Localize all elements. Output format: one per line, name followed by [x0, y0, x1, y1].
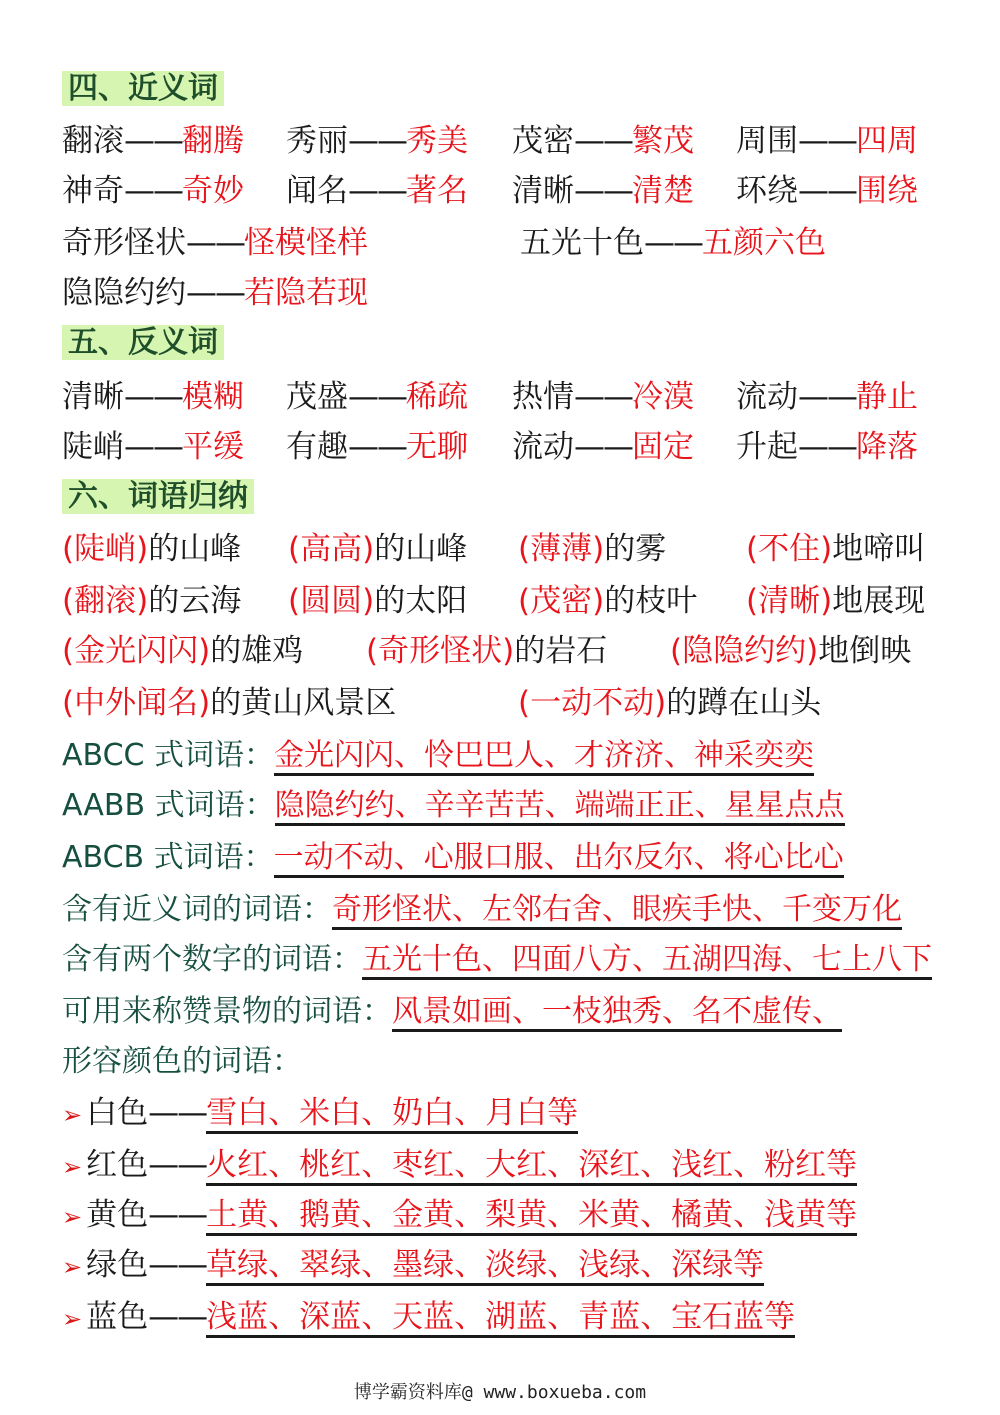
answer-word: 若隐若现	[244, 275, 368, 311]
category-answer: 奇形怪状、左邻右舍、眼疾手快、千变万化	[332, 892, 902, 930]
section-title-synonyms	[62, 64, 224, 114]
phrase-tail: 的雾	[604, 531, 667, 567]
category-answer: 隐隐约约、辛辛苦苦、端端正正、星星点点	[275, 788, 845, 826]
phrase	[366, 626, 607, 676]
category-row	[62, 934, 932, 986]
answer-word: 陡峭	[74, 531, 137, 567]
paren-left: (	[62, 633, 75, 669]
word-pair	[520, 218, 826, 268]
paren-right: )	[198, 685, 211, 721]
phrase	[62, 626, 303, 676]
answer-word: 奇形怪状	[378, 633, 503, 669]
answer-word: 圆圆	[300, 583, 363, 619]
color-row	[62, 1292, 795, 1342]
heading-text: 六、词语归纳	[62, 479, 254, 514]
paren-left: (	[518, 583, 531, 619]
word: 流动	[736, 379, 798, 415]
paren-right: )	[806, 633, 819, 669]
category-row	[62, 832, 844, 884]
phrase-tail: 的蹲在山头	[666, 685, 822, 721]
category-label: 含有近义词的词语：	[62, 892, 332, 927]
phrase	[62, 678, 396, 728]
word-pair	[736, 166, 918, 216]
dash: ——	[798, 379, 856, 415]
answer-word: 四周	[856, 123, 918, 159]
word: 五光十色	[520, 225, 644, 261]
word: 升起	[736, 429, 798, 465]
answer-word: 平缓	[182, 429, 244, 465]
paren-left: (	[62, 583, 75, 619]
dash: ——	[798, 123, 856, 159]
category-row	[62, 884, 902, 936]
dash: ——	[148, 1247, 207, 1283]
phrase-tail: 地倒映	[818, 633, 912, 669]
heading-text: 四、近义词	[62, 71, 224, 106]
dash: ——	[348, 379, 406, 415]
right-arrowhead-icon: ➢	[62, 1153, 83, 1181]
paren-right: )	[592, 583, 605, 619]
dash: ——	[124, 173, 182, 209]
category-label: 可用来称赞景物的词语：	[62, 994, 392, 1029]
word-pair	[736, 116, 918, 166]
paren-left: (	[62, 531, 75, 567]
word-pair	[286, 372, 468, 422]
word-pair	[286, 422, 468, 472]
color-answer: 土黄、鹅黄、金黄、梨黄、米黄、橘黄、浅黄等	[206, 1197, 857, 1236]
word-pair	[62, 218, 368, 268]
paren-right: )	[362, 583, 375, 619]
color-row	[62, 1240, 764, 1290]
answer-word: 不住	[758, 531, 821, 567]
dash: ——	[124, 379, 182, 415]
answer-word: 繁茂	[632, 123, 694, 159]
phrase	[518, 524, 666, 574]
color-answer: 浅蓝、深蓝、天蓝、湖蓝、青蓝、宝石蓝等	[206, 1299, 795, 1338]
category-answer: 五光十色、四面八方、五湖四海、七上八下	[362, 942, 932, 980]
phrase-tail: 的雄鸡	[210, 633, 304, 669]
word-pair	[286, 166, 468, 216]
word: 闻名	[286, 173, 348, 209]
answer-word: 无聊	[406, 429, 468, 465]
category-label: ABCB 式词语：	[62, 840, 274, 875]
category-label: 形容颜色的词语：	[62, 1044, 302, 1079]
answer-word: 薄薄	[530, 531, 593, 567]
color-answer: 雪白、米白、奶白、月白等	[206, 1095, 578, 1134]
dash: ——	[348, 123, 406, 159]
phrase-tail: 的岩石	[514, 633, 608, 669]
paren-right: )	[362, 531, 375, 567]
color-name: 白色	[86, 1095, 149, 1131]
dash: ——	[348, 173, 406, 209]
word: 奇形怪状	[62, 225, 186, 261]
category-answer: 一动不动、心服口服、出尔反尔、将心比心	[274, 840, 844, 878]
dash: ——	[148, 1299, 207, 1335]
dash: ——	[124, 429, 182, 465]
phrase-tail: 的太阳	[374, 583, 468, 619]
color-answer: 草绿、翠绿、墨绿、淡绿、浅绿、深绿等	[206, 1247, 764, 1286]
paren-left: (	[670, 633, 683, 669]
paren-left: (	[746, 583, 759, 619]
answer-word: 中外闻名	[74, 685, 199, 721]
answer-word: 围绕	[856, 173, 918, 209]
dash: ——	[798, 173, 856, 209]
word: 秀丽	[286, 123, 348, 159]
right-arrowhead-icon: ➢	[62, 1203, 83, 1231]
color-name: 蓝色	[86, 1299, 149, 1335]
answer-word: 五颜六色	[702, 225, 826, 261]
word-pair	[62, 116, 244, 166]
word-pair	[286, 116, 468, 166]
word-pair	[62, 422, 244, 472]
dash: ——	[574, 123, 632, 159]
category-answer: 风景如画、一枝独秀、名不虚传、	[392, 994, 842, 1032]
dash: ——	[186, 275, 244, 311]
phrase-tail: 的枝叶	[604, 583, 698, 619]
dash: ——	[574, 173, 632, 209]
category-row	[62, 730, 814, 782]
category-row	[62, 986, 842, 1038]
answer-word: 清晰	[758, 583, 821, 619]
answer-word: 翻腾	[182, 123, 244, 159]
dash: ——	[186, 225, 244, 261]
category-row	[62, 1036, 302, 1088]
word-pair	[512, 372, 694, 422]
section-title-phrases	[62, 472, 254, 522]
color-name: 黄色	[86, 1197, 149, 1233]
dash: ——	[148, 1147, 207, 1183]
word-pair	[736, 422, 918, 472]
dash: ——	[798, 429, 856, 465]
answer-word: 奇妙	[182, 173, 244, 209]
right-arrowhead-icon: ➢	[62, 1305, 83, 1333]
word: 陡峭	[62, 429, 124, 465]
answer-word: 一动不动	[530, 685, 655, 721]
word: 茂密	[512, 123, 574, 159]
word: 热情	[512, 379, 574, 415]
paren-left: (	[746, 531, 759, 567]
color-row	[62, 1190, 857, 1240]
phrase-tail: 地啼叫	[832, 531, 926, 567]
answer-word: 降落	[856, 429, 918, 465]
answer-word: 稀疏	[406, 379, 468, 415]
category-answer: 金光闪闪、怜巴巴人、才济济、神采奕奕	[274, 738, 814, 776]
phrase	[62, 576, 241, 626]
phrase-tail: 的黄山风景区	[210, 685, 397, 721]
dash: ——	[574, 379, 632, 415]
right-arrowhead-icon: ➢	[62, 1101, 83, 1129]
color-name: 红色	[86, 1147, 149, 1183]
answer-word: 金光闪闪	[74, 633, 199, 669]
paren-left: (	[518, 531, 531, 567]
answer-word: 隐隐约约	[682, 633, 807, 669]
answer-word: 冷漠	[632, 379, 694, 415]
word: 环绕	[736, 173, 798, 209]
word: 隐隐约约	[62, 275, 186, 311]
paren-right: )	[198, 633, 211, 669]
paren-right: )	[592, 531, 605, 567]
word: 神奇	[62, 173, 124, 209]
footer-watermark: 博学霸资料库@ www.boxueba.com	[353, 1382, 647, 1403]
paren-left: (	[518, 685, 531, 721]
paren-right: )	[654, 685, 667, 721]
paren-right: )	[136, 531, 149, 567]
phrase	[746, 576, 925, 626]
color-answer: 火红、桃红、枣红、大红、深红、浅红、粉红等	[206, 1147, 857, 1186]
dash: ——	[574, 429, 632, 465]
phrase-tail: 的云海	[148, 583, 242, 619]
answer-word: 静止	[856, 379, 918, 415]
word: 有趣	[286, 429, 348, 465]
word-pair	[736, 372, 918, 422]
word: 清晰	[62, 379, 124, 415]
paren-right: )	[502, 633, 515, 669]
paren-right: )	[820, 583, 833, 619]
dash: ——	[124, 123, 182, 159]
dash: ——	[148, 1197, 207, 1233]
answer-word: 怪模怪样	[244, 225, 368, 261]
section-title-antonyms	[62, 318, 224, 368]
word-pair	[62, 268, 368, 318]
answer-word: 茂密	[530, 583, 593, 619]
dash: ——	[644, 225, 702, 261]
color-name: 绿色	[86, 1247, 149, 1283]
word: 周围	[736, 123, 798, 159]
answer-word: 翻滚	[74, 583, 137, 619]
phrase	[288, 524, 467, 574]
word-pair	[512, 166, 694, 216]
category-label: ABCC 式词语：	[62, 738, 275, 773]
category-label: 含有两个数字的词语：	[62, 942, 362, 977]
phrase	[288, 576, 467, 626]
paren-left: (	[288, 583, 301, 619]
color-row	[62, 1140, 857, 1190]
heading-text: 五、反义词	[62, 325, 224, 360]
phrase-tail: 的山峰	[374, 531, 468, 567]
paren-left: (	[288, 531, 301, 567]
answer-word: 固定	[632, 429, 694, 465]
word-pair	[512, 422, 694, 472]
color-row	[62, 1088, 578, 1138]
phrase	[746, 524, 925, 574]
word: 翻滚	[62, 123, 124, 159]
word: 流动	[512, 429, 574, 465]
phrase	[518, 576, 697, 626]
paren-right: )	[820, 531, 833, 567]
dash: ——	[148, 1095, 207, 1131]
dash: ——	[348, 429, 406, 465]
answer-word: 著名	[406, 173, 468, 209]
answer-word: 清楚	[632, 173, 694, 209]
phrase	[62, 524, 241, 574]
answer-word: 秀美	[406, 123, 468, 159]
word-pair	[62, 166, 244, 216]
word: 茂盛	[286, 379, 348, 415]
phrase	[670, 626, 911, 676]
paren-left: (	[62, 685, 75, 721]
word: 清晰	[512, 173, 574, 209]
phrase	[518, 678, 821, 728]
paren-left: (	[366, 633, 379, 669]
phrase-tail: 地展现	[832, 583, 926, 619]
word-pair	[512, 116, 694, 166]
answer-word: 模糊	[182, 379, 244, 415]
right-arrowhead-icon: ➢	[62, 1253, 83, 1281]
category-label: AABB 式词语：	[62, 788, 275, 823]
word-pair	[62, 372, 244, 422]
phrase-tail: 的山峰	[148, 531, 242, 567]
answer-word: 高高	[300, 531, 363, 567]
paren-right: )	[136, 583, 149, 619]
category-row	[62, 780, 845, 832]
